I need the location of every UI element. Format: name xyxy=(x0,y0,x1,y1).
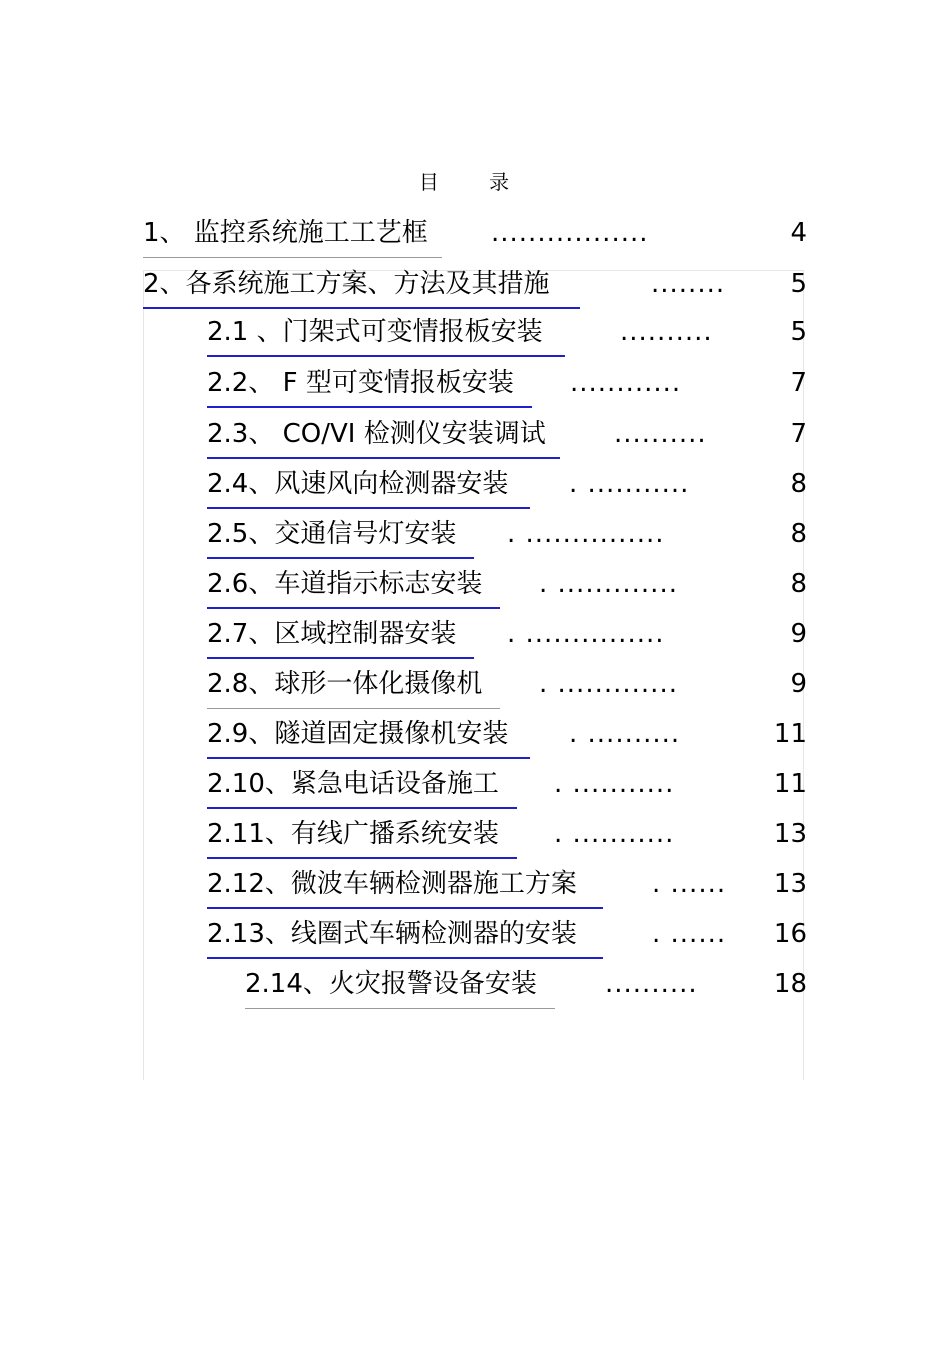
toc-entry-label: 2.13、线圈式车辆检测器的安装 xyxy=(207,919,577,949)
toc-entry-link[interactable] xyxy=(207,416,546,455)
toc-entry xyxy=(207,516,807,552)
toc-entry-leader: . ........... xyxy=(554,769,675,799)
toc-entry-link[interactable] xyxy=(207,666,482,705)
toc-entry-label: 2.3、 CO/VI 检测仪安装调试 xyxy=(207,419,546,449)
toc-entry-leader: . ........... xyxy=(554,819,675,849)
toc-entry-page[interactable]: 9 xyxy=(790,669,807,699)
link-underline xyxy=(207,657,474,659)
toc-entry-page[interactable]: 4 xyxy=(790,218,807,248)
toc-entry-leader: . ...... xyxy=(652,869,727,899)
toc-entry-label: 1、 监控系统施工工艺框 xyxy=(143,218,428,248)
toc-entry-page[interactable]: 13 xyxy=(773,869,807,899)
toc-entry-page[interactable]: 13 xyxy=(773,819,807,849)
toc-entry-leader: ................. xyxy=(491,218,649,248)
link-underline xyxy=(143,307,580,309)
toc-entry-leader: .......... xyxy=(614,419,707,449)
toc-entry-label: 2.1 、门架式可变情报板安装 xyxy=(207,317,543,347)
toc-entry-link[interactable] xyxy=(207,766,499,805)
toc-entry xyxy=(207,716,807,752)
toc-entry xyxy=(207,916,807,952)
toc-entry-page[interactable]: 8 xyxy=(790,569,807,599)
toc-entry-page[interactable]: 7 xyxy=(790,368,807,398)
toc-entry-page[interactable]: 5 xyxy=(790,317,807,347)
toc-entry-label: 2.12、微波车辆检测器施工方案 xyxy=(207,869,577,899)
link-underline xyxy=(207,607,500,609)
toc-entry-page[interactable]: 5 xyxy=(790,269,807,299)
toc-entry-page[interactable]: 18 xyxy=(773,969,807,999)
toc-entry-page[interactable]: 16 xyxy=(773,919,807,949)
toc-entry-link[interactable] xyxy=(245,966,537,1005)
toc-entry-link[interactable] xyxy=(207,365,514,404)
toc-entry-label: 2.7、区域控制器安装 xyxy=(207,619,457,649)
toc-entry-page[interactable]: 11 xyxy=(773,769,807,799)
toc-entry-link[interactable] xyxy=(207,616,456,655)
toc-entry-label: 2.8、球形一体化摄像机 xyxy=(207,669,483,699)
toc-entry-leader: . .......... xyxy=(569,719,681,749)
toc-entry xyxy=(207,866,807,902)
toc-entry-label: 2.5、交通信号灯安装 xyxy=(207,519,457,549)
toc-entry-page[interactable]: 9 xyxy=(790,619,807,649)
toc-entry xyxy=(207,416,807,452)
toc-entry xyxy=(207,314,807,350)
toc-entry-link[interactable] xyxy=(143,266,550,305)
toc-entry-page[interactable]: 11 xyxy=(773,719,807,749)
link-underline xyxy=(207,957,603,959)
toc-entry-page[interactable]: 8 xyxy=(790,519,807,549)
link-underline xyxy=(207,907,603,909)
toc-entry xyxy=(207,566,807,602)
toc-entry-leader: . ............... xyxy=(507,519,665,549)
toc-entry-link[interactable] xyxy=(207,466,508,505)
toc-entry-label: 2、各系统施工方案、方法及其措施 xyxy=(143,269,550,299)
link-underline xyxy=(207,457,560,459)
toc-entry xyxy=(207,616,807,652)
toc-title: 目 录 xyxy=(418,170,532,194)
toc-entry-leader: . ...... xyxy=(652,919,727,949)
toc-entry-link[interactable] xyxy=(207,516,456,555)
toc-entry-leader: . ............. xyxy=(539,569,678,599)
toc-entry-leader: .......... xyxy=(605,969,698,999)
toc-entry-link[interactable] xyxy=(207,866,577,905)
toc-entry-leader: .......... xyxy=(620,317,713,347)
link-underline xyxy=(207,708,500,709)
toc-entry-link[interactable] xyxy=(207,816,499,855)
toc-entry-leader: . ............... xyxy=(507,619,665,649)
toc-entry xyxy=(143,215,807,251)
link-underline xyxy=(207,355,565,357)
link-underline xyxy=(207,507,530,509)
toc-entry-link[interactable] xyxy=(207,716,508,755)
link-underline xyxy=(207,406,532,408)
toc-entry-link[interactable] xyxy=(207,314,543,353)
frame-left-line xyxy=(143,270,144,1080)
toc-entry-link[interactable] xyxy=(207,566,482,605)
link-underline xyxy=(207,857,517,859)
toc-entry-label: 2.10、紧急电话设备施工 xyxy=(207,769,499,799)
toc-entry xyxy=(207,365,807,401)
link-underline xyxy=(245,1008,555,1009)
toc-entry-page[interactable]: 8 xyxy=(790,469,807,499)
toc-entry-leader: ........ xyxy=(651,269,726,299)
toc-entry-label: 2.6、车道指示标志安装 xyxy=(207,569,483,599)
toc-entry-link[interactable] xyxy=(207,916,577,955)
toc-entry xyxy=(245,966,807,1002)
toc-entry-leader: . ........... xyxy=(569,469,690,499)
toc-entry-label: 2.4、风速风向检测器安装 xyxy=(207,469,509,499)
link-underline xyxy=(143,257,442,258)
toc-entry xyxy=(207,816,807,852)
toc-entry-page[interactable]: 7 xyxy=(790,419,807,449)
toc-entry xyxy=(207,766,807,802)
toc-entry-label: 2.2、 F 型可变情报板安装 xyxy=(207,368,514,398)
toc-entry-leader: . ............. xyxy=(539,669,678,699)
toc-entry-label: 2.14、火灾报警设备安装 xyxy=(245,969,537,999)
link-underline xyxy=(207,757,530,759)
toc-entry xyxy=(207,466,807,502)
toc-entry-leader: ............ xyxy=(570,368,682,398)
toc-entry xyxy=(143,266,807,302)
link-underline xyxy=(207,807,517,809)
toc-entry-label: 2.11、有线广播系统安装 xyxy=(207,819,499,849)
toc-entry-label: 2.9、隧道固定摄像机安装 xyxy=(207,719,509,749)
toc-entry-link[interactable] xyxy=(143,215,428,254)
toc-entry xyxy=(207,666,807,702)
link-underline xyxy=(207,557,474,559)
